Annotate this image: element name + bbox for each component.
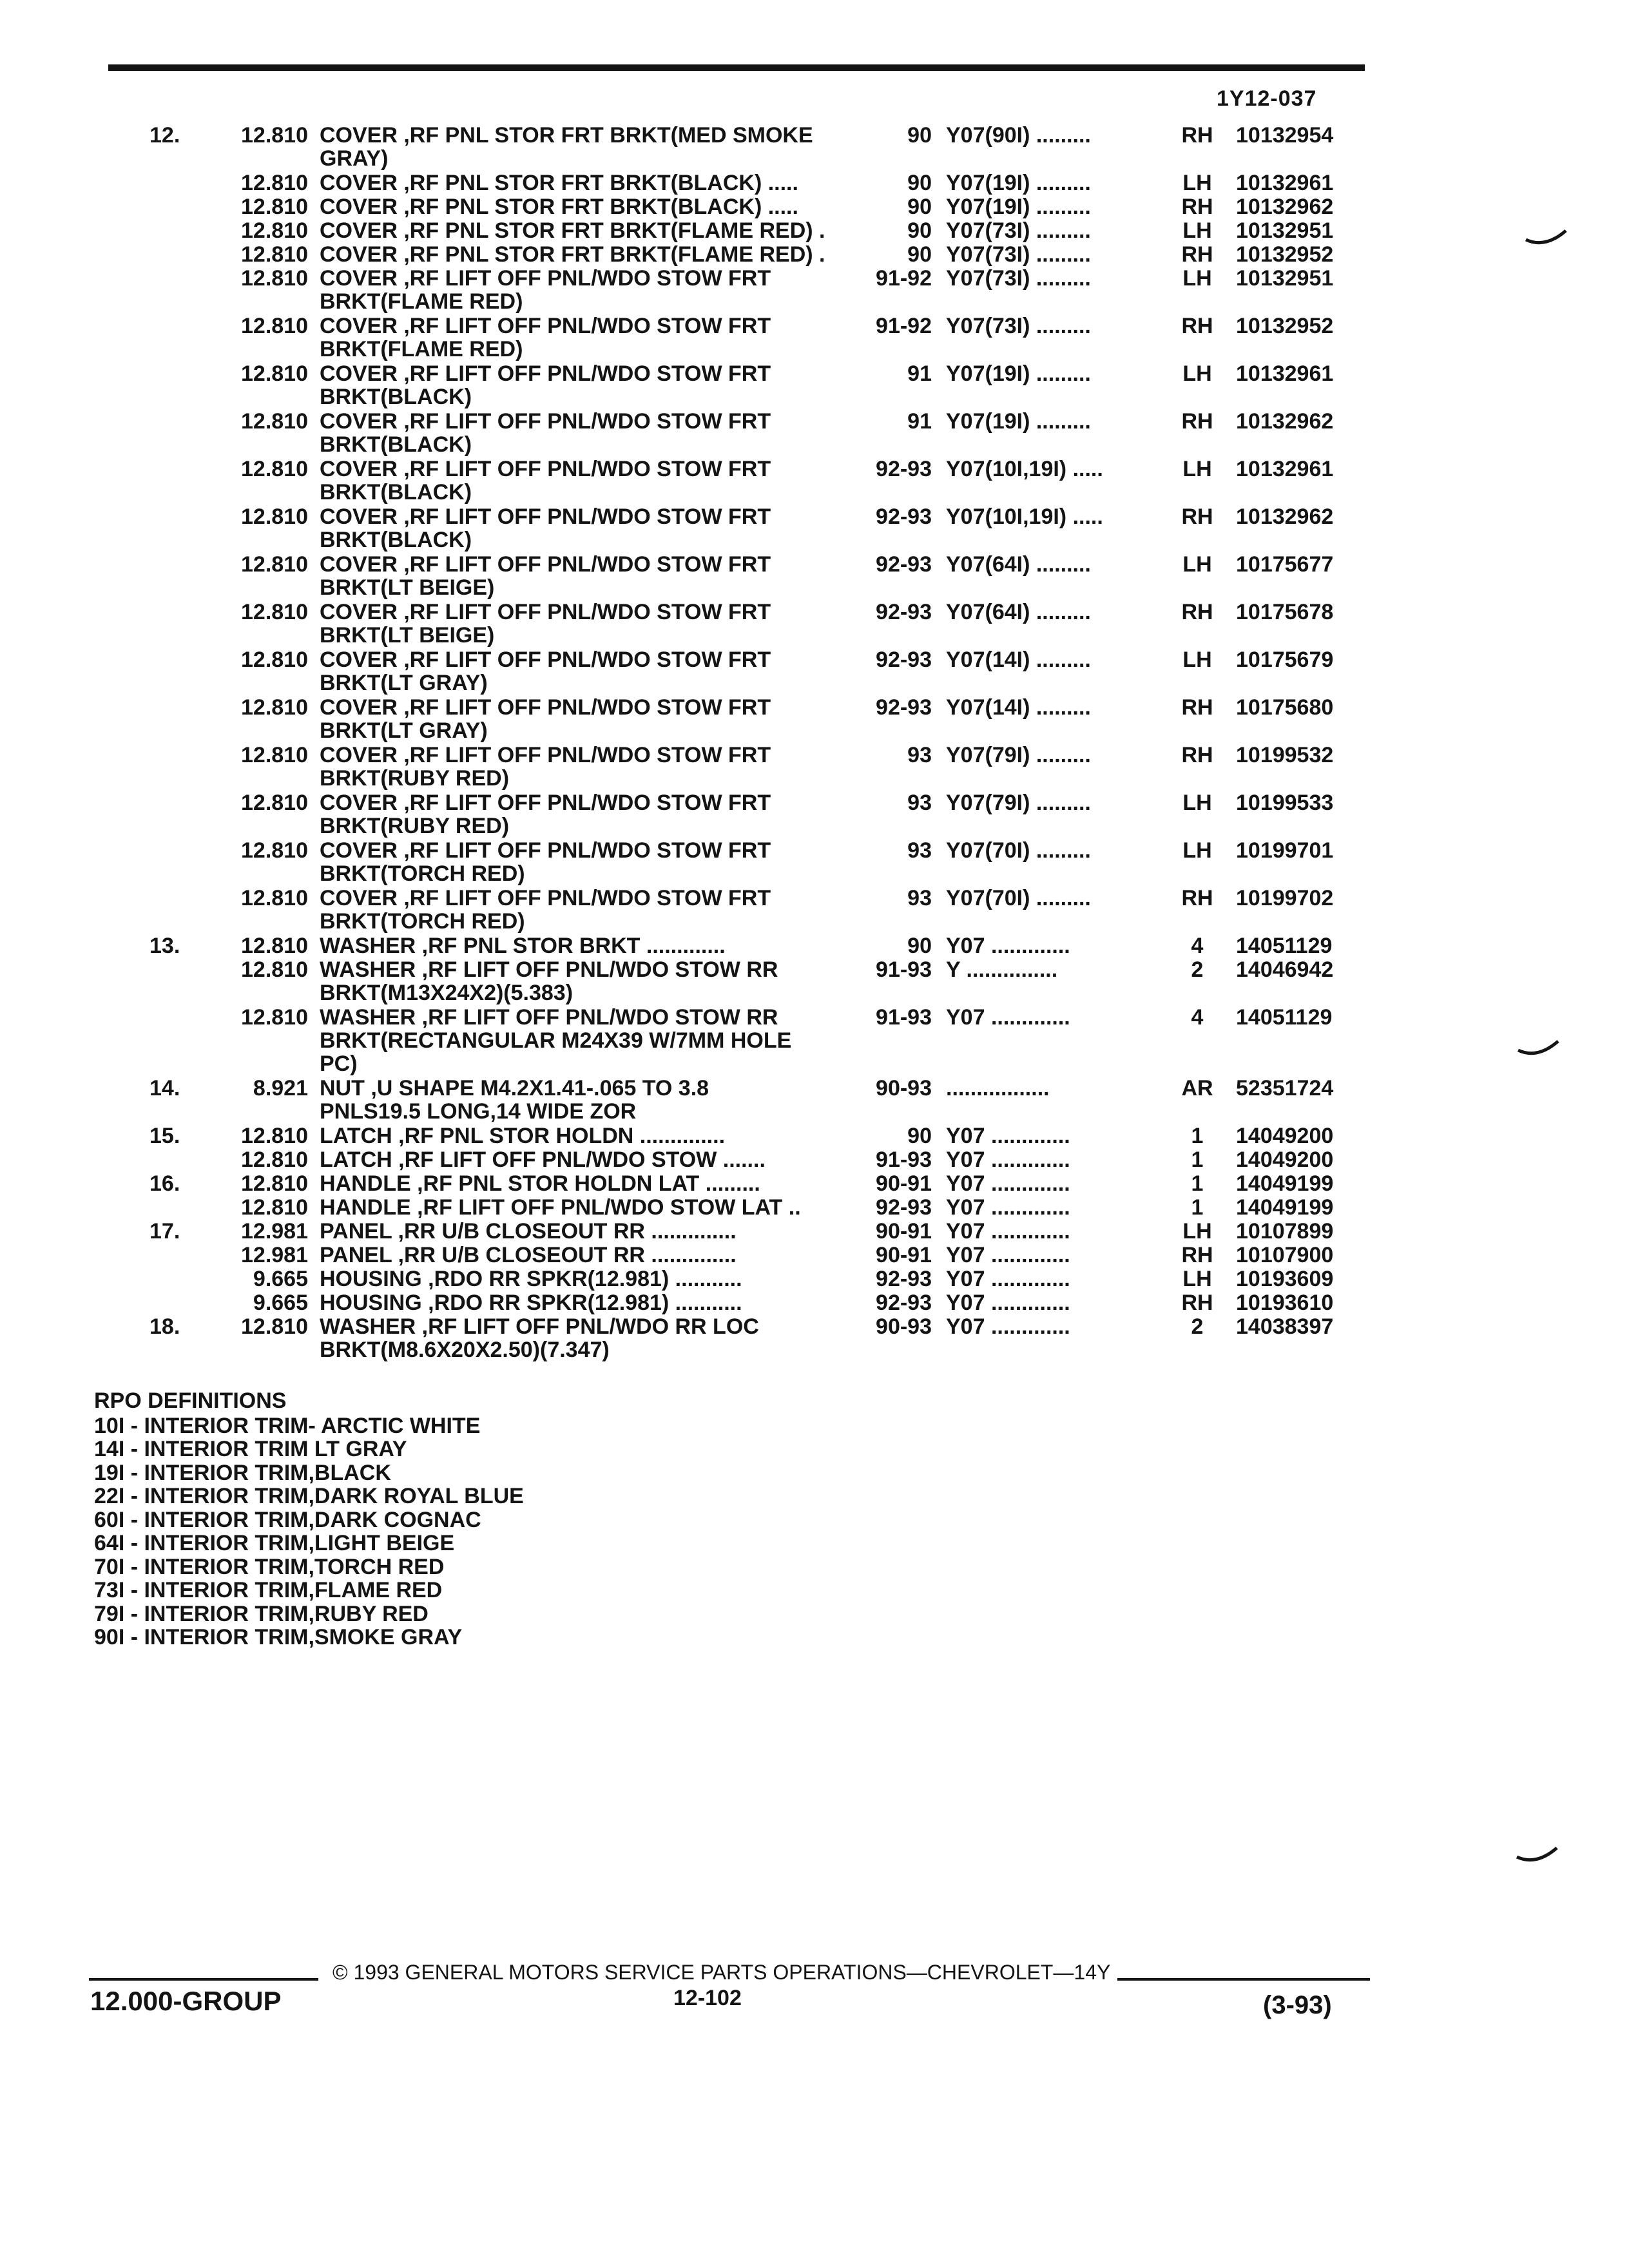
rpo-item: 73I - INTERIOR TRIM,FLAME RED (94, 1578, 443, 1602)
part-row (0, 410, 1629, 456)
part-row (0, 958, 1629, 1004)
model-years: 90-93 (876, 1076, 932, 1100)
quantity: RH (1181, 242, 1213, 267)
model-years: 92-93 (876, 648, 932, 672)
group-number: 12.810 (241, 1195, 308, 1220)
model-years: 90 (907, 171, 932, 195)
option-code: Y07 ............. (946, 1172, 1070, 1195)
model-years: 90 (907, 1124, 932, 1148)
part-row (0, 1124, 1629, 1148)
part-row (0, 362, 1629, 408)
group-number: 12.810 (241, 886, 308, 910)
ref-number: 12. (149, 123, 180, 148)
rpo-item: 60I - INTERIOR TRIM,DARK COGNAC (94, 1507, 481, 1532)
group-number: 12.810 (241, 1124, 308, 1148)
model-years: 90-91 (876, 1219, 932, 1244)
option-code: Y07(64I) ......... (946, 553, 1091, 576)
quantity: RH (1181, 1291, 1213, 1315)
part-row (0, 1172, 1629, 1195)
group-number: 12.810 (241, 457, 308, 481)
group-number: 12.810 (241, 838, 308, 863)
option-code: Y07 ............. (946, 1244, 1070, 1267)
part-number: 10199532 (1236, 743, 1334, 767)
option-code: Y07(73I) ......... (946, 267, 1091, 290)
part-description: COVER ,RF LIFT OFF PNL/WDO STOW FRT BRKT(BLACK) (320, 361, 771, 409)
group-number: 12.810 (241, 242, 308, 267)
group-number: 12.810 (241, 552, 308, 577)
part-row (0, 1006, 1629, 1075)
part-number: 14049200 (1236, 1124, 1334, 1148)
part-row (0, 124, 1629, 170)
part-number: 10107900 (1236, 1243, 1334, 1267)
ref-number: 16. (149, 1171, 180, 1196)
option-code: Y07 ............. (946, 1196, 1070, 1219)
quantity: 1 (1191, 1148, 1204, 1172)
option-code: Y07(70I) ......... (946, 887, 1091, 910)
quantity: AR (1181, 1076, 1213, 1100)
check-mark-icon (1514, 1843, 1559, 1869)
quantity: LH (1182, 361, 1212, 386)
model-years: 90-93 (876, 1314, 932, 1339)
part-description: COVER ,RF LIFT OFF PNL/WDO STOW FRT BRKT(LT BEIGE) (320, 600, 771, 648)
option-code: Y07(73I) ......... (946, 219, 1091, 242)
part-description: HOUSING ,RDO RR SPKR(12.981) ........... (320, 1291, 742, 1315)
part-number: 10132954 (1236, 123, 1334, 148)
part-row (0, 648, 1629, 695)
part-description: COVER ,RF PNL STOR FRT BRKT(FLAME RED) . (320, 242, 825, 267)
part-description: LATCH ,RF LIFT OFF PNL/WDO STOW ....... (320, 1148, 766, 1172)
model-years: 90 (907, 195, 932, 219)
part-description: COVER ,RF PNL STOR FRT BRKT(MED SMOKE GRAY) (320, 123, 813, 171)
part-number: 10132961 (1236, 457, 1334, 481)
part-description: COVER ,RF LIFT OFF PNL/WDO STOW FRT BRKT(FLAME RED) (320, 314, 771, 361)
page-number: 12-102 (673, 1986, 742, 2010)
quantity: 1 (1191, 1195, 1204, 1220)
part-row (0, 1148, 1629, 1171)
part-description: PANEL ,RR U/B CLOSEOUT RR .............. (320, 1243, 737, 1267)
group-number: 12.981 (241, 1243, 308, 1267)
part-description: WASHER ,RF LIFT OFF PNL/WDO STOW RR BRKT(RECTANGULAR M24X39 W/7MM HOLE PC) (320, 1005, 792, 1076)
model-years: 92-93 (876, 552, 932, 577)
part-row (0, 744, 1629, 790)
option-code: Y07(14I) ......... (946, 696, 1091, 719)
group-number: 12.810 (241, 743, 308, 767)
option-code: Y07 ............. (946, 1267, 1070, 1291)
part-row (0, 195, 1629, 218)
part-description: WASHER ,RF LIFT OFF PNL/WDO RR LOC BRKT(M8.6X20X2.50)(7.347) (320, 1314, 759, 1362)
part-description: COVER ,RF LIFT OFF PNL/WDO STOW FRT BRKT(RUBY RED) (320, 743, 771, 791)
part-row (0, 934, 1629, 957)
part-row (0, 1196, 1629, 1219)
model-years: 91-93 (876, 1148, 932, 1172)
model-years: 92-93 (876, 505, 932, 529)
part-row (0, 457, 1629, 504)
part-description: COVER ,RF PNL STOR FRT BRKT(FLAME RED) . (320, 218, 825, 243)
option-code: Y07(64I) ......... (946, 601, 1091, 624)
model-years: 93 (907, 791, 932, 815)
group-number: 12.810 (241, 1005, 308, 1030)
part-row (0, 171, 1629, 195)
part-number: 10132962 (1236, 195, 1334, 219)
part-description: COVER ,RF LIFT OFF PNL/WDO STOW FRT BRKT(TORCH RED) (320, 886, 771, 934)
group-number: 12.810 (241, 791, 308, 815)
option-code: Y07 ............. (946, 1124, 1070, 1148)
quantity: LH (1182, 791, 1212, 815)
part-row (0, 1244, 1629, 1267)
part-description: COVER ,RF LIFT OFF PNL/WDO STOW FRT BRKT(TORCH RED) (320, 838, 771, 886)
part-number: 10132961 (1236, 171, 1334, 195)
part-description: COVER ,RF LIFT OFF PNL/WDO STOW FRT BRKT(RUBY RED) (320, 791, 771, 838)
part-description: COVER ,RF PNL STOR FRT BRKT(BLACK) ..... (320, 171, 798, 195)
footer-rule-left (89, 1978, 318, 1981)
option-code: Y07(70I) ......... (946, 839, 1091, 862)
quantity: 2 (1191, 957, 1204, 982)
option-code: Y07(19I) ......... (946, 410, 1091, 433)
option-code: Y07(79I) ......... (946, 791, 1091, 814)
part-description: COVER ,RF LIFT OFF PNL/WDO STOW FRT BRKT(BLACK) (320, 457, 771, 505)
part-description: LATCH ,RF PNL STOR HOLDN .............. (320, 1124, 726, 1148)
quantity: RH (1181, 409, 1213, 434)
rpo-item: 79I - INTERIOR TRIM,RUBY RED (94, 1601, 429, 1626)
group-number: 12.810 (241, 957, 308, 982)
check-mark-icon (1516, 1036, 1561, 1062)
model-years: 92-93 (876, 600, 932, 624)
part-number: 10132962 (1236, 409, 1334, 434)
group-number: 12.810 (241, 171, 308, 195)
quantity: RH (1181, 314, 1213, 338)
group-number: 9.665 (253, 1291, 308, 1315)
quantity: LH (1182, 1267, 1212, 1291)
part-number: 10132961 (1236, 361, 1334, 386)
ref-number: 13. (149, 934, 180, 958)
model-years: 91-92 (876, 266, 932, 291)
model-years: 91-93 (876, 957, 932, 982)
option-code: Y07(19I) ......... (946, 171, 1091, 195)
quantity: LH (1182, 838, 1212, 863)
model-years: 92-93 (876, 1195, 932, 1220)
model-years: 90 (907, 218, 932, 243)
model-years: 91 (907, 409, 932, 434)
page-code: 1Y12-037 (1217, 86, 1317, 111)
part-number: 14049199 (1236, 1195, 1334, 1220)
part-row (0, 1315, 1629, 1361)
part-number: 10199701 (1236, 838, 1334, 863)
part-description: NUT ,U SHAPE M4.2X1.41-.065 TO 3.8 PNLS19.5 LONG,14 WIDE ZOR (320, 1076, 709, 1124)
group-number: 12.810 (241, 1171, 308, 1196)
group-number: 12.810 (241, 1314, 308, 1339)
part-description: COVER ,RF LIFT OFF PNL/WDO STOW FRT BRKT(BLACK) (320, 409, 771, 457)
part-row (0, 314, 1629, 361)
part-number: 10175679 (1236, 648, 1334, 672)
rpo-title: RPO DEFINITIONS (94, 1389, 287, 1413)
part-number: 14051129 (1236, 934, 1333, 958)
group-number: 12.810 (241, 218, 308, 243)
part-row (0, 1077, 1629, 1123)
group-number: 9.665 (253, 1267, 308, 1291)
part-number: 14051129 (1236, 1005, 1333, 1030)
quantity: RH (1181, 195, 1213, 219)
check-mark-icon (1523, 226, 1568, 251)
part-number: 14038397 (1236, 1314, 1334, 1339)
group-number: 12.810 (241, 361, 308, 386)
quantity: 4 (1191, 1005, 1204, 1030)
part-number: 10132952 (1236, 314, 1334, 338)
group-number: 12.810 (241, 266, 308, 291)
top-rule (108, 64, 1365, 71)
quantity: 1 (1191, 1124, 1204, 1148)
ref-number: 17. (149, 1219, 180, 1244)
group-number: 12.981 (241, 1219, 308, 1244)
part-number: 10193609 (1236, 1267, 1334, 1291)
option-code: Y07(90I) ......... (946, 124, 1091, 147)
quantity: RH (1181, 743, 1213, 767)
revision-date: (3-93) (1263, 1991, 1332, 2019)
model-years: 93 (907, 838, 932, 863)
part-number: 10132962 (1236, 505, 1334, 529)
group-number: 12.810 (241, 934, 308, 958)
model-years: 93 (907, 886, 932, 910)
rpo-list (94, 1414, 524, 1649)
part-description: COVER ,RF LIFT OFF PNL/WDO STOW FRT BRKT(LT GRAY) (320, 695, 771, 743)
model-years: 91-93 (876, 1005, 932, 1030)
model-years: 90-91 (876, 1171, 932, 1196)
part-number: 10193610 (1236, 1291, 1334, 1315)
part-row (0, 1220, 1629, 1243)
part-description: HANDLE ,RF LIFT OFF PNL/WDO STOW LAT .. (320, 1195, 801, 1220)
part-row (0, 243, 1629, 266)
option-code: Y07(10I,19I) ..... (946, 457, 1103, 481)
part-number: 10175680 (1236, 695, 1334, 720)
option-code: Y07 ............. (946, 1006, 1070, 1029)
model-years: 90 (907, 934, 932, 958)
part-number: 14046942 (1236, 957, 1334, 982)
part-row (0, 267, 1629, 313)
quantity: LH (1182, 1219, 1212, 1244)
part-number: 14049199 (1236, 1171, 1334, 1196)
option-code: Y07(73I) ......... (946, 243, 1091, 266)
option-code: Y07 ............. (946, 1291, 1070, 1314)
quantity: LH (1182, 171, 1212, 195)
quantity: LH (1182, 218, 1212, 243)
part-number: 10132951 (1236, 218, 1334, 243)
part-number: 10175678 (1236, 600, 1334, 624)
part-number: 14049200 (1236, 1148, 1334, 1172)
model-years: 92-93 (876, 457, 932, 481)
part-description: COVER ,RF LIFT OFF PNL/WDO STOW FRT BRKT(BLACK) (320, 505, 771, 552)
group-number: 12.810 (241, 195, 308, 219)
option-code: ................. (946, 1077, 1050, 1100)
part-row (0, 1267, 1629, 1291)
ref-number: 14. (149, 1076, 180, 1100)
part-row (0, 601, 1629, 647)
option-code: Y07(79I) ......... (946, 744, 1091, 767)
part-number: 10199533 (1236, 791, 1334, 815)
model-years: 92-93 (876, 1267, 932, 1291)
option-code: Y07(10I,19I) ..... (946, 505, 1103, 528)
option-code: Y07(73I) ......... (946, 314, 1091, 338)
part-description: WASHER ,RF LIFT OFF PNL/WDO STOW RR BRKT(M13X24X2)(5.383) (320, 957, 778, 1005)
quantity: 4 (1191, 934, 1204, 958)
option-code: Y07(14I) ......... (946, 648, 1091, 671)
quantity: LH (1182, 457, 1212, 481)
group-number: 12.810 (241, 314, 308, 338)
part-description: COVER ,RF PNL STOR FRT BRKT(BLACK) ..... (320, 195, 798, 219)
rpo-item: 22I - INTERIOR TRIM,DARK ROYAL BLUE (94, 1484, 524, 1508)
quantity: RH (1181, 600, 1213, 624)
part-number: 10132952 (1236, 242, 1334, 267)
quantity: 2 (1191, 1314, 1204, 1339)
part-number: 10175677 (1236, 552, 1334, 577)
part-description: HOUSING ,RDO RR SPKR(12.981) ........... (320, 1267, 742, 1291)
option-code: Y07 ............. (946, 1148, 1070, 1171)
option-code: Y ............... (946, 958, 1058, 981)
option-code: Y07(19I) ......... (946, 362, 1091, 385)
part-row (0, 839, 1629, 885)
group-number: 12.810 (241, 409, 308, 434)
quantity: RH (1181, 123, 1213, 148)
group-number: 12.810 (241, 648, 308, 672)
part-description: COVER ,RF LIFT OFF PNL/WDO STOW FRT BRKT(LT GRAY) (320, 648, 771, 695)
part-row (0, 696, 1629, 742)
part-number: 10132951 (1236, 266, 1334, 291)
rpo-item: 90I - INTERIOR TRIM,SMOKE GRAY (94, 1625, 463, 1649)
model-years: 90 (907, 123, 932, 148)
quantity: LH (1182, 552, 1212, 577)
rpo-item: 10I - INTERIOR TRIM- ARCTIC WHITE (94, 1413, 481, 1438)
model-years: 91-92 (876, 314, 932, 338)
ref-number: 15. (149, 1124, 180, 1148)
group-number: 12.810 (241, 600, 308, 624)
group-number: 12.810 (241, 1148, 308, 1172)
rpo-item: 64I - INTERIOR TRIM,LIGHT BEIGE (94, 1531, 455, 1555)
rpo-item: 70I - INTERIOR TRIM,TORCH RED (94, 1554, 445, 1579)
part-row (0, 553, 1629, 599)
quantity: LH (1182, 266, 1212, 291)
rpo-item: 14I - INTERIOR TRIM LT GRAY (94, 1437, 407, 1461)
ref-number: 18. (149, 1314, 180, 1339)
option-code: Y07 ............. (946, 1315, 1070, 1338)
quantity: RH (1181, 505, 1213, 529)
model-years: 92-93 (876, 695, 932, 720)
quantity: 1 (1191, 1171, 1204, 1196)
part-number: 52351724 (1236, 1076, 1334, 1100)
part-description: COVER ,RF LIFT OFF PNL/WDO STOW FRT BRKT(LT BEIGE) (320, 552, 771, 600)
footer-rule-right (1117, 1978, 1370, 1981)
group-number: 8.921 (253, 1076, 308, 1100)
part-row (0, 791, 1629, 838)
quantity: RH (1181, 886, 1213, 910)
part-row (0, 1291, 1629, 1314)
parts-list (0, 124, 1629, 1363)
part-number: 10107899 (1236, 1219, 1334, 1244)
model-years: 90 (907, 242, 932, 267)
model-years: 90-91 (876, 1243, 932, 1267)
model-years: 93 (907, 743, 932, 767)
quantity: LH (1182, 648, 1212, 672)
part-row (0, 887, 1629, 933)
quantity: RH (1181, 695, 1213, 720)
part-description: PANEL ,RR U/B CLOSEOUT RR .............. (320, 1219, 737, 1244)
group-number: 12.810 (241, 123, 308, 148)
part-description: COVER ,RF LIFT OFF PNL/WDO STOW FRT BRKT(FLAME RED) (320, 266, 771, 314)
option-code: Y07 ............. (946, 1220, 1070, 1243)
group-number: 12.810 (241, 505, 308, 529)
part-row (0, 219, 1629, 242)
part-description: WASHER ,RF PNL STOR BRKT ............. (320, 934, 726, 958)
footer-copyright: © 1993 GENERAL MOTORS SERVICE PARTS OPERATIONS—CHEVROLET—14Y (333, 1961, 1111, 1984)
option-code: Y07 ............. (946, 934, 1070, 957)
model-years: 91 (907, 361, 932, 386)
part-row (0, 505, 1629, 552)
rpo-definitions (94, 1389, 524, 1649)
part-description: HANDLE ,RF PNL STOR HOLDN LAT ......... (320, 1171, 760, 1196)
option-code: Y07(19I) ......... (946, 195, 1091, 218)
group-number: 12.810 (241, 695, 308, 720)
part-number: 10199702 (1236, 886, 1334, 910)
model-years: 92-93 (876, 1291, 932, 1315)
rpo-item: 19I - INTERIOR TRIM,BLACK (94, 1460, 391, 1485)
quantity: RH (1181, 1243, 1213, 1267)
footer-group: 12.000-GROUP (90, 1986, 282, 2016)
